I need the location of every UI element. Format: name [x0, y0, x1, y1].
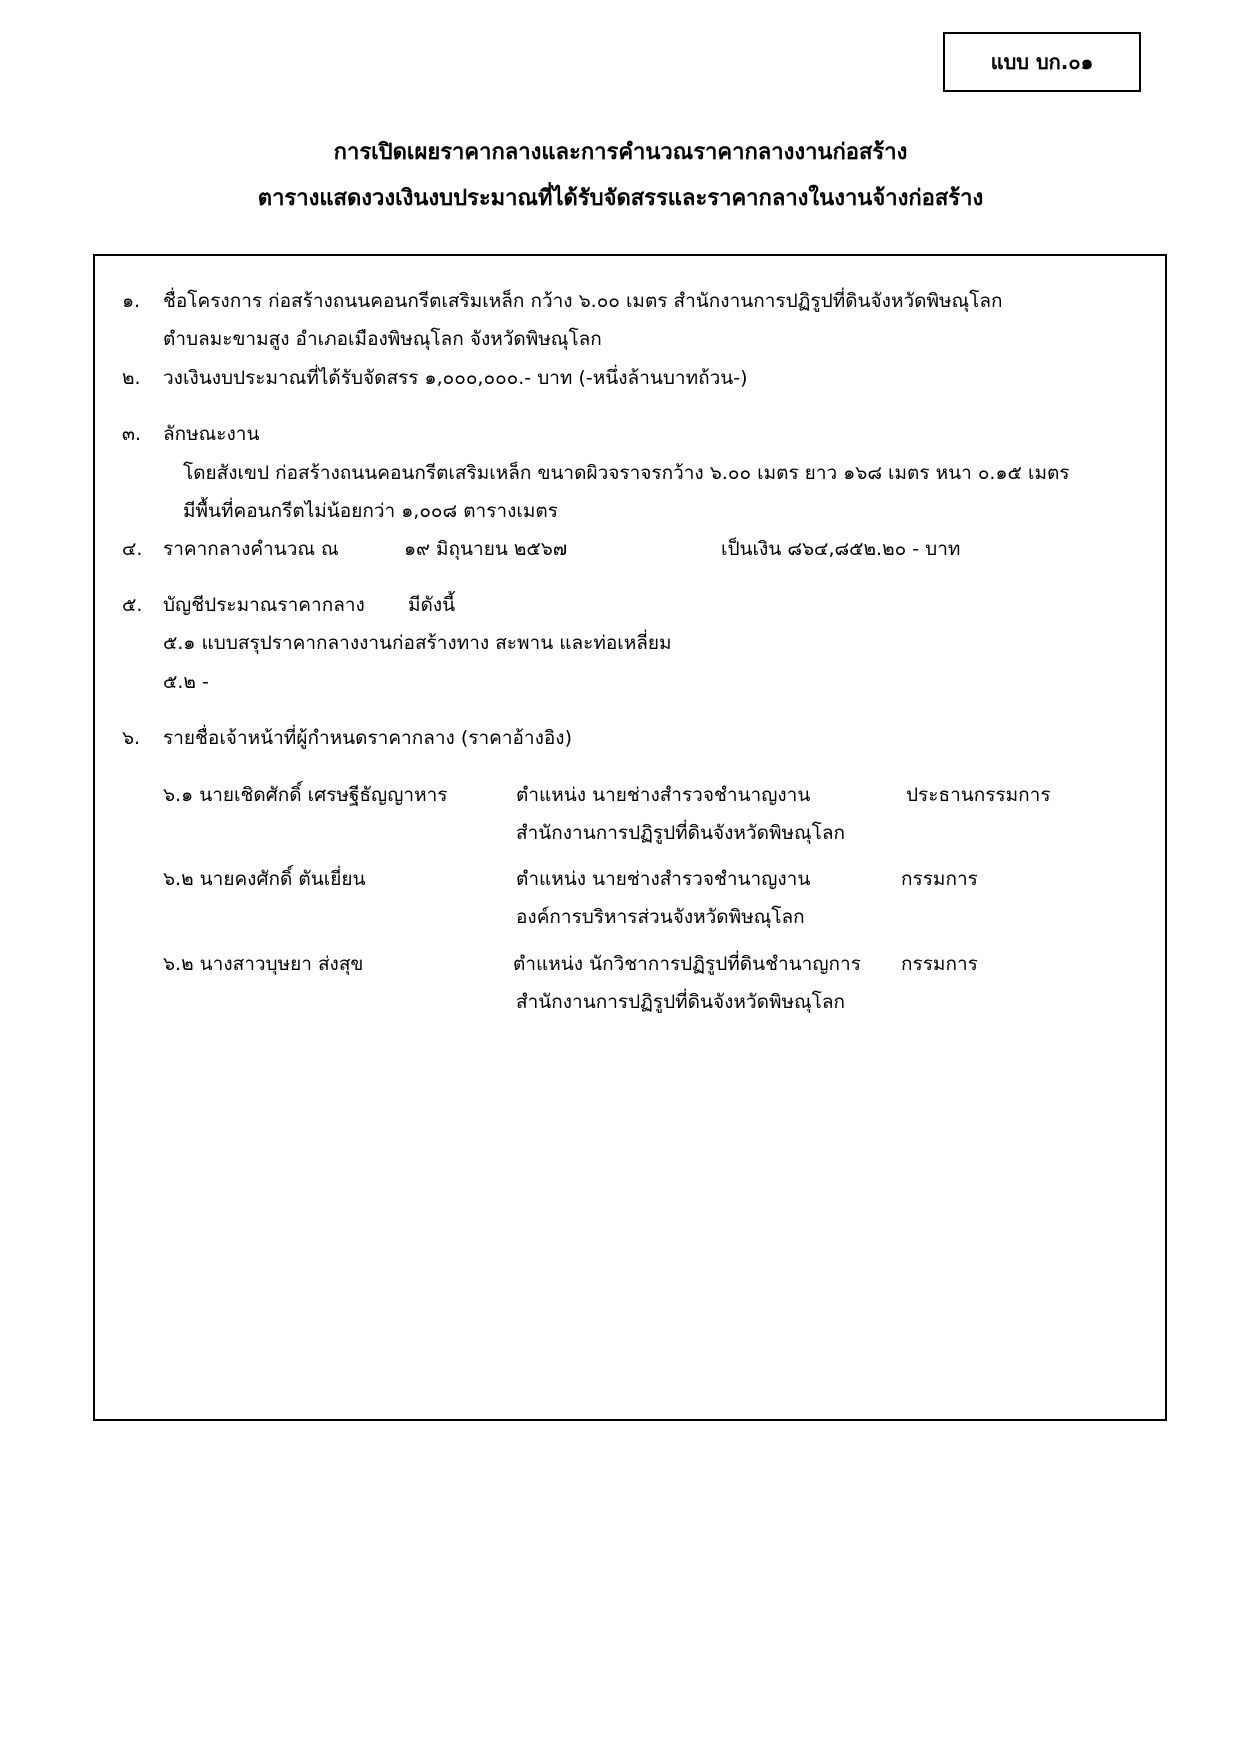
price-list-item-1: ๕.๑ แบบสรุปราคากลางงานก่อสร้างทาง สะพาน และท่อเหลี่ยม	[163, 632, 672, 654]
work-description-label: ลักษณะงาน	[163, 423, 260, 445]
item-6-number: ๖.	[122, 727, 141, 749]
officers-label: รายชื่อเจ้าหน้าที่ผู้กำหนดราคากลาง (ราคาอ้างอิง)	[163, 727, 572, 749]
work-description-line-2: มีพื้นที่คอนกรีตไม่น้อยกว่า ๑,๐๐๘ ตารางเมตร	[183, 500, 558, 522]
officer-1-role: ประธานกรรมการ	[906, 784, 1051, 806]
work-description-line-1: โดยสังเขป ก่อสร้างถนนคอนกรีตเสริมเหล็ก ขนาดผิวจราจรกว้าง ๖.๐๐ เมตร ยาว ๑๖๘ เมตร หนา ๐.๑๕ เมตร	[183, 462, 1070, 484]
officer-1-name: ๖.๑ นายเชิดศักดิ์ เศรษฐีธัญญาหาร	[163, 784, 448, 806]
price-list-suffix: มีดังนี้	[408, 594, 456, 616]
officer-2-role: กรรมการ	[901, 868, 978, 890]
document-subtitle: ตารางแสดงวงเงินงบประมาณที่ได้รับจัดสรรและราคากลางในงานจ้างก่อสร้าง	[257, 186, 984, 211]
document-title: การเปิดเผยราคากลางและการคำนวณราคากลางงานก่อสร้าง	[333, 140, 908, 165]
officer-2-name: ๖.๒ นายคงศักดิ์ ตันเยี่ยน	[163, 868, 366, 890]
officer-1-org: สำนักงานการปฏิรูปที่ดินจังหวัดพิษณุโลก	[516, 822, 845, 844]
price-list-label: บัญชีประมาณราคากลาง	[163, 594, 365, 616]
form-code-text: แบบ บก.๐๑	[990, 50, 1094, 74]
officer-2-org: องค์การบริหารส่วนจังหวัดพิษณุโลก	[516, 906, 805, 928]
officer-3-position: ตำแหน่ง นักวิชาการปฏิรูปที่ดินชำนาญการ	[513, 953, 861, 975]
officer-3-name: ๖.๒ นางสาวบุษยา ส่งสุข	[163, 953, 364, 975]
budget-text: วงเงินงบประมาณที่ได้รับจัดสรร ๑,๐๐๐,๐๐๐.- บาท (-หนึ่งล้านบาทถ้วน-)	[163, 367, 748, 389]
item-1-number: ๑.	[122, 290, 141, 312]
median-price-date: ๑๙ มิถุนายน ๒๕๖๗	[404, 538, 568, 560]
project-name-line-2: ตำบลมะขามสูง อำเภอเมืองพิษณุโลก จังหวัดพิษณุโลก	[163, 328, 602, 350]
item-3-number: ๓.	[122, 423, 142, 445]
officer-3-org: สำนักงานการปฏิรูปที่ดินจังหวัดพิษณุโลก	[516, 991, 845, 1013]
price-list-item-2: ๕.๒ -	[163, 671, 209, 693]
median-price-amount: เป็นเงิน ๘๖๔,๘๕๒.๒๐ - บาท	[721, 538, 961, 560]
item-5-number: ๕.	[122, 594, 143, 616]
officer-2-position: ตำแหน่ง นายช่างสำรวจชำนาญงาน	[516, 868, 811, 890]
form-code-box	[943, 32, 1141, 92]
project-name-line-1: ชื่อโครงการ ก่อสร้างถนนคอนกรีตเสริมเหล็ก กว้าง ๖.๐๐ เมตร สำนักงานการปฏิรูปที่ดินจังหวัดพิษณุโลก	[163, 290, 1003, 312]
median-price-label: ราคากลางคำนวณ ณ	[163, 538, 339, 560]
officer-1-position: ตำแหน่ง นายช่างสำรวจชำนาญงาน	[516, 784, 811, 806]
item-4-number: ๔.	[122, 538, 143, 560]
item-2-number: ๒.	[122, 367, 141, 389]
officer-3-role: กรรมการ	[901, 953, 978, 975]
